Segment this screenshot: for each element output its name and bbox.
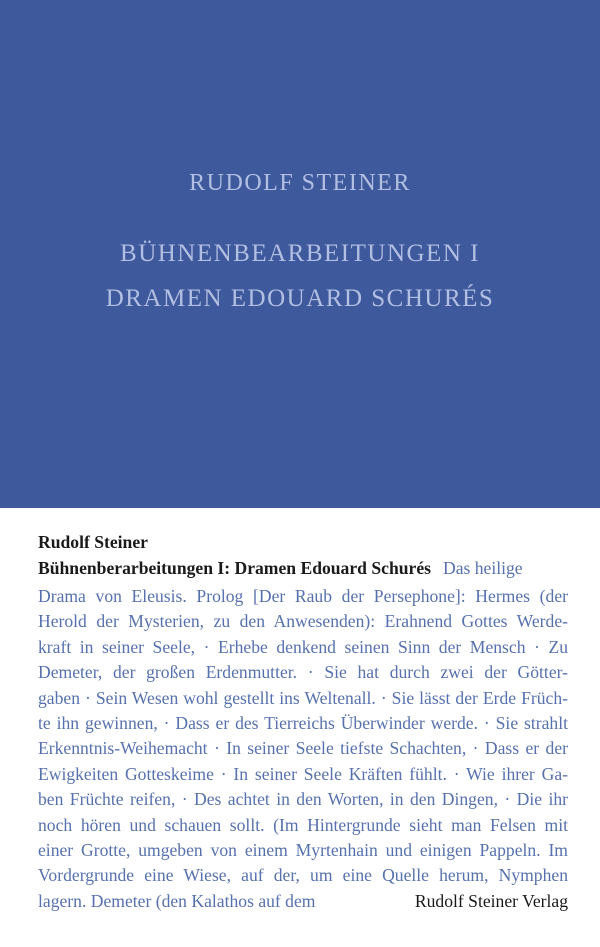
blurb-last-line [38, 889, 568, 914]
cover-title-line-1: BÜHNENBEARBEITUNGEN I [120, 240, 480, 267]
cover-author: RUDOLF STEINER [189, 170, 411, 196]
blurb-body [38, 584, 568, 914]
blurb-line: einer Grotte, umgeben von einem Myrtenhain und einigen Pappeln. Im [38, 839, 568, 860]
cover-blurb-panel [0, 508, 600, 947]
blurb-title-line [38, 558, 523, 579]
blurb-line: ben Früchte reifen, · Des achtet in den Worten, in den Dingen, · Die ihr [38, 789, 568, 810]
blurb-line: Erkenntnis-Weihemacht · In seiner Seele tiefste Schachten, · Dass er der [38, 738, 568, 759]
blurb-title: Bühnenberarbeitungen I: Dramen Edouard Schurés [38, 558, 431, 578]
blurb-lead-text: Das heilige [442, 558, 523, 578]
blurb-line: Herold der Mysterien, zu den Anwesenden): Erahnend Gottes Werde- [38, 611, 568, 632]
blurb-line: Demeter, der großen Erdenmutter. · Sie hat durch zwei der Götter- [38, 662, 568, 683]
blurb-line: te ihn gewinnen, · Dass er des Tierreichs Überwinder werde. · Sie strahlt [38, 712, 568, 733]
blurb-line: kraft in seiner Seele, · Erhebe denkend seinen Sinn der Mensch · Zu [38, 636, 568, 657]
publisher-name: Rudolf Steiner Verlag [414, 890, 568, 911]
blurb-line: noch hören und schauen sollt. (Im Hintergrunde sieht man Felsen mit [38, 814, 568, 835]
blurb-line: Drama von Eleusis. Prolog [Der Raub der Persephone]: Hermes (der [38, 586, 568, 606]
blurb-line: Ewigkeiten Gotteskeime · In seiner Seele Kräften fühlt. · Wie ihrer Ga- [38, 763, 568, 784]
blurb-line: gaben · Sein Wesen wohl gestellt ins Weltenall. · Sie lässt der Erde Früch- [38, 687, 568, 708]
blurb-line: Vordergrunde eine Wiese, auf der, um eine Quelle herum, Nymphen [38, 865, 568, 886]
cover-title-line-2: DRAMEN EDOUARD SCHURÉS [105, 285, 495, 312]
blurb-last-text: lagern. Demeter (den Kalathos auf dem [38, 890, 316, 911]
blurb-author: Rudolf Steiner [38, 532, 148, 552]
